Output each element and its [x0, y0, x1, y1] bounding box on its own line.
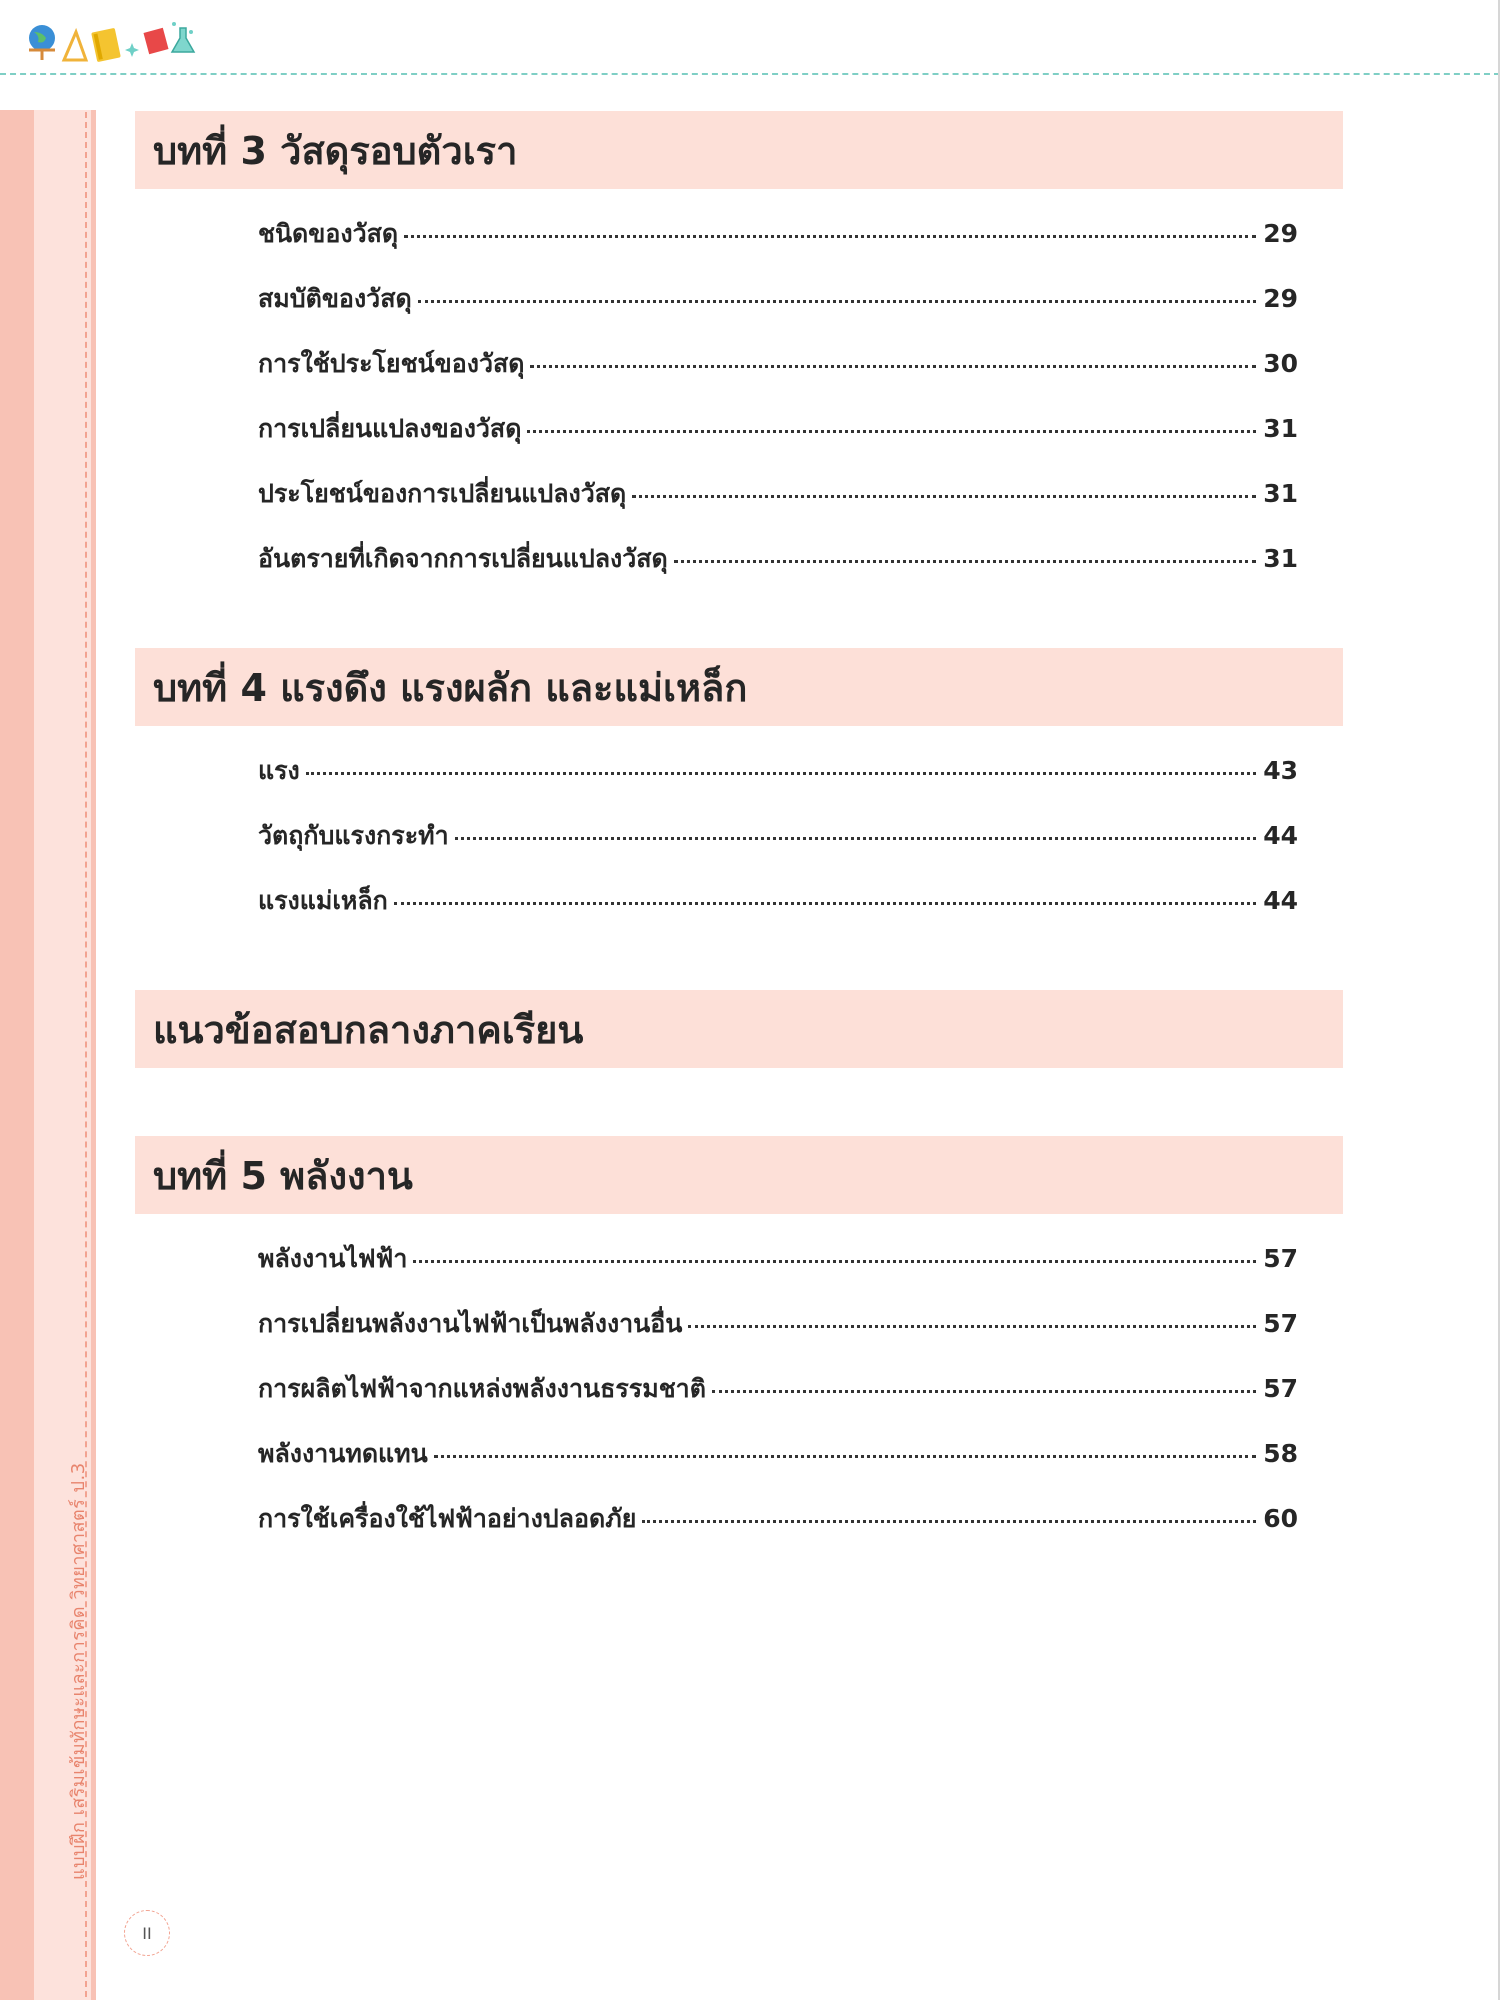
- chapter-title: บทที่ 4 แรงดึง แรงผลัก และแม่เหล็ก: [153, 665, 748, 710]
- toc-dot-leader: [688, 1325, 1256, 1328]
- toc-entry[interactable]: [258, 539, 1298, 604]
- toc-dot-leader: [632, 495, 1256, 498]
- sparkle-icon: [125, 43, 139, 57]
- toc-entry[interactable]: [258, 751, 1298, 816]
- toc-list: [258, 1239, 1298, 1564]
- ruler-triangle-icon: [64, 32, 86, 60]
- toc-entry[interactable]: [258, 409, 1298, 474]
- toc-entry-label: การใช้เครื่องใช้ไฟฟ้าอย่างปลอดภัย: [258, 1504, 637, 1533]
- toc-entry-page: 31: [1263, 414, 1298, 443]
- page-number-badge: [124, 1910, 170, 1956]
- toc-entry-label: แรงแม่เหล็ก: [258, 886, 388, 915]
- toc-entry-label: วัตถุกับแรงกระทำ: [258, 821, 449, 850]
- chapter-title: บทที่ 5 พลังงาน: [153, 1153, 413, 1198]
- toc-entry[interactable]: [258, 1499, 1298, 1564]
- sidebar-strip-dark: [0, 110, 34, 2000]
- toc-entry-label: การผลิตไฟฟ้าจากแหล่งพลังงานธรรมชาติ: [258, 1374, 706, 1403]
- toc-entry[interactable]: [258, 474, 1298, 539]
- chapter-header: [135, 990, 1343, 1068]
- toc-entry[interactable]: [258, 344, 1298, 409]
- sidebar-vertical-title: แบบฝึก เสริมเข้มทักษะและการคิด วิทยาศาสตร์ ป.3: [68, 1462, 89, 1880]
- red-book-icon: [143, 28, 168, 54]
- toc-entry-page: 43: [1263, 756, 1298, 785]
- toc-entry-label: การเปลี่ยนแปลงของวัสดุ: [258, 414, 522, 443]
- toc-dot-leader: [455, 837, 1256, 840]
- toc-entry-label: พลังงานทดแทน: [258, 1439, 428, 1468]
- toc-entry-label: ประโยชน์ของการเปลี่ยนแปลงวัสดุ: [258, 479, 627, 508]
- toc-dot-leader: [418, 300, 1256, 303]
- toc-entry-page: 29: [1263, 284, 1298, 313]
- toc-entry[interactable]: [258, 1239, 1298, 1304]
- header-icons: [24, 18, 214, 66]
- chapter-header: [135, 111, 1343, 189]
- toc-list: [258, 214, 1298, 604]
- toc-entry-page: 29: [1263, 219, 1298, 248]
- notebook-icon: [91, 28, 121, 62]
- toc-dot-leader: [434, 1455, 1256, 1458]
- toc-entry-label: แรง: [258, 756, 300, 785]
- toc-entry-label: สมบัติของวัสดุ: [258, 284, 412, 313]
- toc-entry-label: พลังงานไฟฟ้า: [258, 1244, 408, 1273]
- toc-list: [258, 751, 1298, 946]
- toc-dot-leader: [530, 365, 1256, 368]
- toc-entry[interactable]: [258, 279, 1298, 344]
- toc-entry-label: ชนิดของวัสดุ: [258, 219, 399, 248]
- flask-icon: [172, 22, 194, 52]
- toc-dot-leader: [527, 430, 1256, 433]
- toc-entry[interactable]: [258, 881, 1298, 946]
- toc-entry[interactable]: [258, 816, 1298, 881]
- toc-entry-page: 44: [1263, 821, 1298, 850]
- toc-entry-page: 57: [1263, 1374, 1298, 1403]
- toc-entry-label: การเปลี่ยนพลังงานไฟฟ้าเป็นพลังงานอื่น: [258, 1309, 683, 1338]
- header-dashed-divider: [0, 73, 1500, 75]
- toc-dot-leader: [413, 1260, 1256, 1263]
- toc-dot-leader: [712, 1390, 1256, 1393]
- toc-entry-page: 31: [1263, 544, 1298, 573]
- toc-entry-page: 60: [1263, 1504, 1298, 1533]
- toc-dot-leader: [642, 1520, 1256, 1523]
- toc-dot-leader: [404, 235, 1256, 238]
- chapter-header: [135, 648, 1343, 726]
- chapter-title: แนวข้อสอบกลางภาคเรียน: [153, 1007, 584, 1052]
- toc-entry[interactable]: [258, 1369, 1298, 1434]
- toc-entry-page: 57: [1263, 1244, 1298, 1273]
- chapter-header: [135, 1136, 1343, 1214]
- globe-icon: [29, 25, 55, 60]
- toc-entry[interactable]: [258, 1304, 1298, 1369]
- chapter-title: บทที่ 3 วัสดุรอบตัวเรา: [153, 128, 518, 173]
- toc-entry-label: อันตรายที่เกิดจากการเปลี่ยนแปลงวัสดุ: [258, 544, 668, 573]
- toc-entry[interactable]: [258, 1434, 1298, 1499]
- page-number: II: [142, 1923, 152, 1943]
- toc-entry-page: 58: [1263, 1439, 1298, 1468]
- toc-entry-label: การใช้ประโยชน์ของวัสดุ: [258, 349, 525, 378]
- toc-entry-page: 57: [1263, 1309, 1298, 1338]
- toc-entry[interactable]: [258, 214, 1298, 279]
- toc-entry-page: 30: [1263, 349, 1298, 378]
- toc-entry-page: 44: [1263, 886, 1298, 915]
- toc-dot-leader: [306, 772, 1256, 775]
- toc-dot-leader: [674, 560, 1256, 563]
- toc-dot-leader: [394, 902, 1256, 905]
- toc-entry-page: 31: [1263, 479, 1298, 508]
